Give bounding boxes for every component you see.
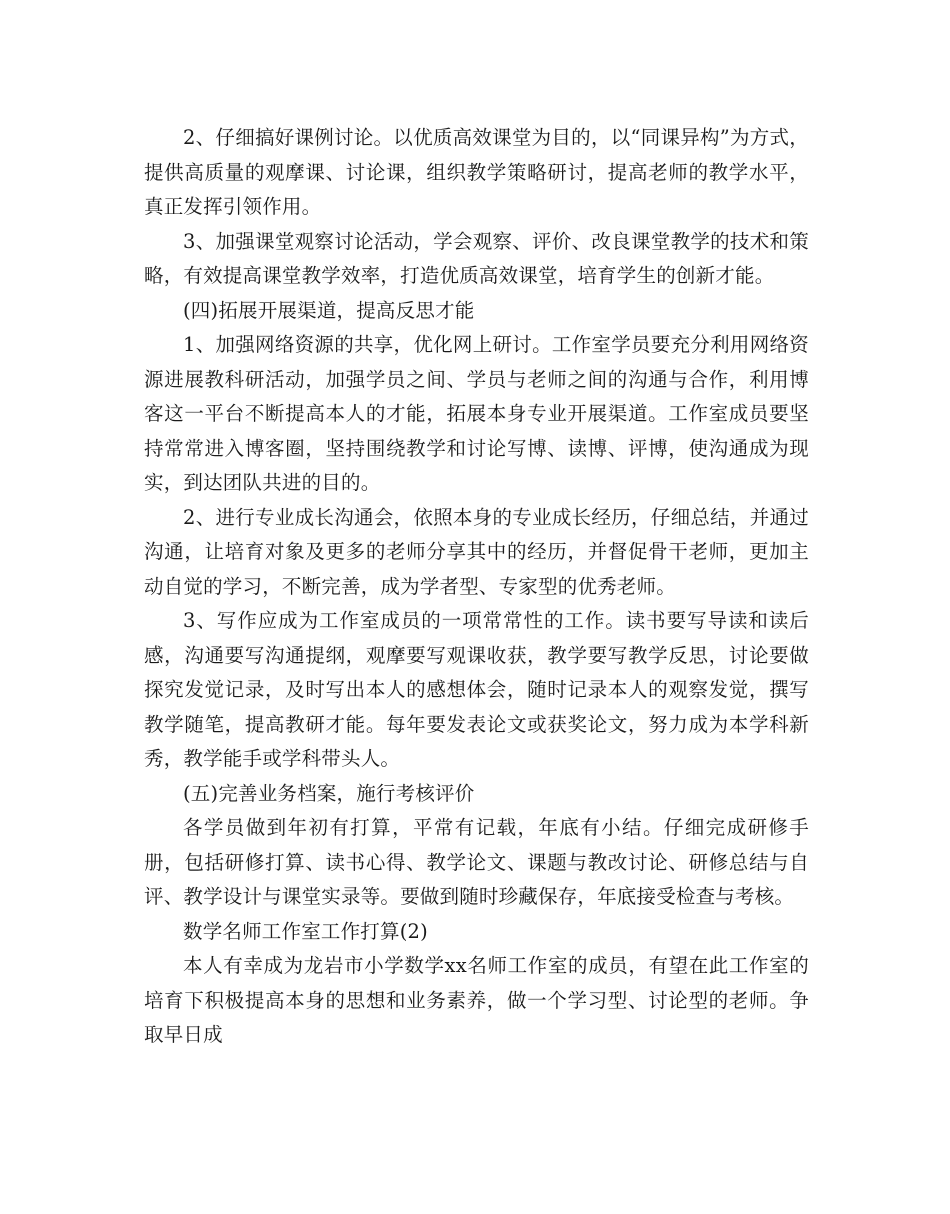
section-heading-4: (四)拓展开展渠道，提高反思才能 (183, 298, 475, 322)
paragraph-classroom-observation: 3、加强课堂观察讨论活动，学会观察、评价、改良课堂教学的技术和策略，有效提高课堂教学效率，打造优质高效课堂，培育学生的创新才能。 (144, 229, 809, 287)
paragraph-writing: 3、写作应成为工作室成员的一项常常性的工作。读书要写导读和读后感，沟通要写沟通提纲，观摩要写观课收获，教学要写教学反思，讨论要做探究发觉记录，及时写出本人的感想体会，随时记录本人的观察发觉，撰写教学随笔，提高教研才能。每年要发表论文或获奖论文，努力成为本学科新秀，教学能手或学科带头人。 (144, 609, 809, 770)
section-heading-5: (五)完善业务档案，施行考核评价 (183, 781, 475, 805)
plan-title-2: 数学名师工作室工作打算(2) (183, 919, 428, 943)
paragraph-intro: 本人有幸成为龙岩市小学数学xx名师工作室的成员，有望在此工作室的培育下积极提高本身的思想和业务素养，做一个学习型、讨论型的老师。争取早日成 (144, 954, 809, 1046)
paragraph-case-study: 2、仔细搞好课例讨论。以优质高效课堂为目的，以“同课异构”为方式，提供高质量的观摩课、讨论课，组织教学策略研讨，提高老师的教学水平，真正发挥引领作用。 (144, 126, 809, 218)
paragraph-online-resources: 1、加强网络资源的共享，优化网上研讨。工作室学员要充分利用网络资源进展教科研活动，加强学员之间、学员与老师之间的沟通与合作，利用博客这一平台不断提高本人的才能，拓展本身专业开展渠道。工作室成员要坚持常常进入博客圈，坚持围绕教学和讨论写博、读博、评博，使沟通成为现实，到达团队共进的目的。 (144, 333, 809, 494)
paragraph-growth-exchange: 2、进行专业成长沟通会，依照本身的专业成长经历，仔细总结，并通过沟通，让培育对象及更多的老师分享其中的经历，并督促骨干老师，更加主动自觉的学习，不断完善，成为学者型、专家型的优秀老师。 (144, 505, 809, 598)
paragraph-archives: 各学员做到年初有打算，平常有记载，年底有小结。仔细完成研修手册，包括研修打算、读书心得、教学论文、课题与教改讨论、研修总结与自评、教学设计与课堂实录等。要做到随时珍藏保存，年底接受检查与考核。 (144, 816, 809, 908)
document-body (144, 121, 809, 1053)
